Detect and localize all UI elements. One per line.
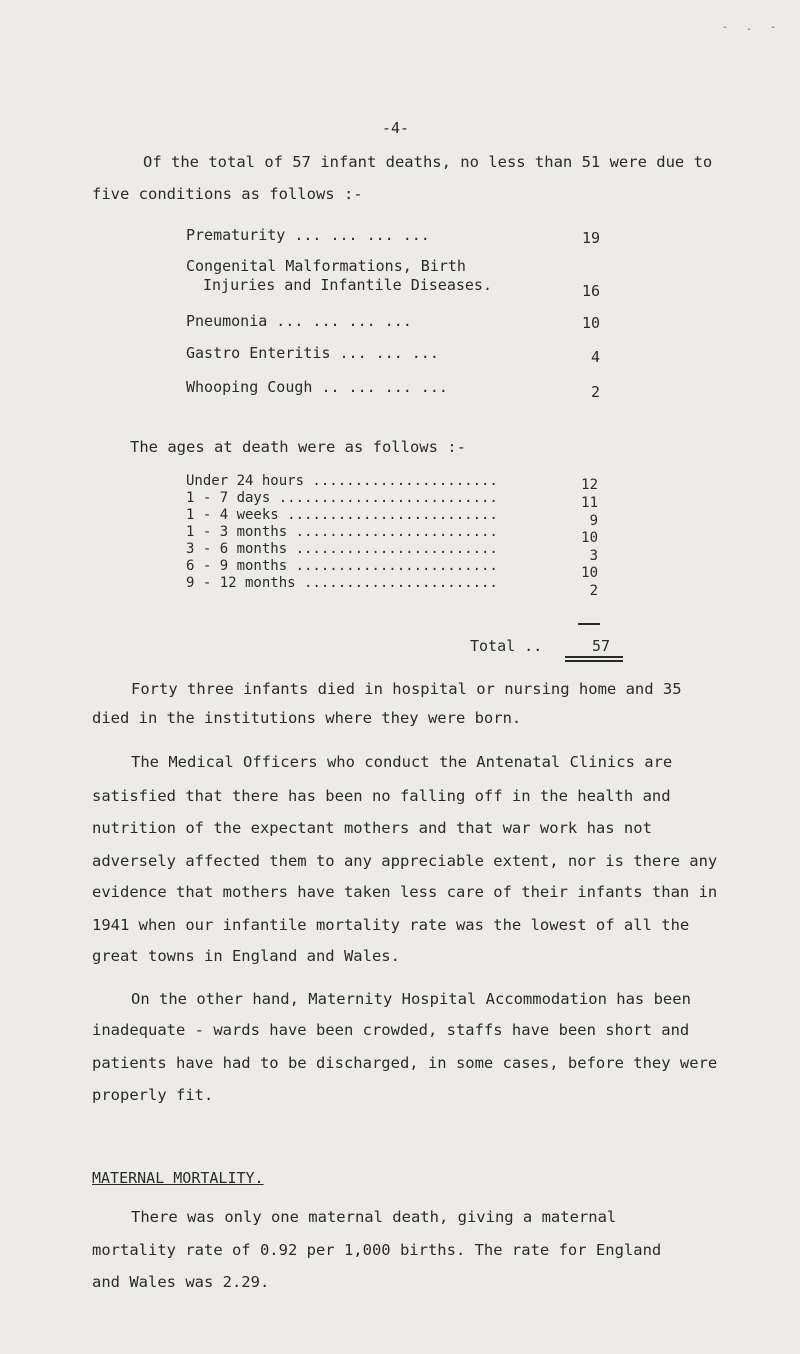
top-corner-marks: - . - [721, 22, 782, 33]
condition-value: 16 [581, 282, 600, 300]
total-label: Total .. [470, 637, 543, 655]
condition-value: 10 [581, 314, 600, 332]
paragraph-line: The Medical Officers who conduct the Antenatal Clinics are [131, 753, 673, 771]
paragraph-line: and Wales was 2.29. [92, 1273, 270, 1291]
age-value: 3 [589, 548, 598, 564]
age-label: Under 24 hours ...................... [186, 473, 498, 489]
age-value: 2 [589, 583, 598, 599]
condition-value: 4 [590, 348, 600, 366]
paragraph-line: On the other hand, Maternity Hospital Accommodation has been [131, 990, 691, 1008]
condition-label: Pneumonia ... ... ... ... [186, 312, 412, 330]
paragraph-line: died in the institutions where they were born. [92, 709, 522, 727]
total-double-rule-bottom [565, 660, 623, 662]
paragraph-line: adversely affected them to any appreciable extent, nor is there any [92, 852, 718, 870]
age-value: 11 [581, 495, 598, 511]
paragraph-line: There was only one maternal death, giving a maternal [131, 1208, 617, 1226]
paragraph-line: mortality rate of 0.92 per 1,000 births. The rate for England [92, 1241, 662, 1259]
age-label: 9 - 12 months ....................... [186, 575, 498, 591]
age-value: 12 [581, 477, 598, 493]
intro-line-2: five conditions as follows :- [92, 185, 363, 203]
paragraph-line: Forty three infants died in hospital or nursing home and 35 [131, 680, 682, 698]
paragraph-line: 1941 when our infantile mortality rate was the lowest of all the [92, 916, 690, 934]
age-label: 1 - 3 months ........................ [186, 524, 498, 540]
condition-value: 2 [590, 383, 600, 401]
age-label: 3 - 6 months ........................ [186, 541, 498, 557]
paragraph-line: patients have had to be discharged, in some cases, before they were [92, 1054, 718, 1072]
condition-label: Prematurity ... ... ... ... [186, 226, 430, 244]
condition-label: Whooping Cough .. ... ... ... [186, 378, 448, 396]
total-value: 57 [591, 637, 610, 655]
section-heading: MATERNAL MORTALITY. [92, 1169, 264, 1187]
age-value: 10 [581, 530, 598, 546]
sum-rule [578, 623, 600, 625]
intro-line-1: Of the total of 57 infant deaths, no less than 51 were due to [143, 153, 713, 171]
age-label: 1 - 4 weeks ......................... [186, 507, 498, 523]
condition-label: Gastro Enteritis ... ... ... [186, 344, 439, 362]
condition-value: 19 [581, 229, 600, 247]
paragraph-line: inadequate - wards have been crowded, staffs have been short and [92, 1021, 690, 1039]
paragraph-line: evidence that mothers have taken less care of their infants than in [92, 883, 718, 901]
total-double-rule-top [565, 656, 623, 658]
age-label: 1 - 7 days .......................... [186, 490, 498, 506]
ages-intro: The ages at death were as follows :- [130, 438, 466, 456]
paragraph-line: satisfied that there has been no falling off in the health and [92, 787, 671, 805]
age-value: 10 [581, 565, 598, 581]
page-number: -4- [382, 119, 410, 137]
paragraph-line: nutrition of the expectant mothers and that war work has not [92, 819, 652, 837]
age-value: 9 [589, 513, 598, 529]
paragraph-line: properly fit. [92, 1086, 214, 1104]
condition-label-cont: Injuries and Infantile Diseases. [203, 276, 492, 294]
condition-label: Congenital Malformations, Birth [186, 257, 466, 275]
age-label: 6 - 9 months ........................ [186, 558, 498, 574]
paragraph-line: great towns in England and Wales. [92, 947, 400, 965]
